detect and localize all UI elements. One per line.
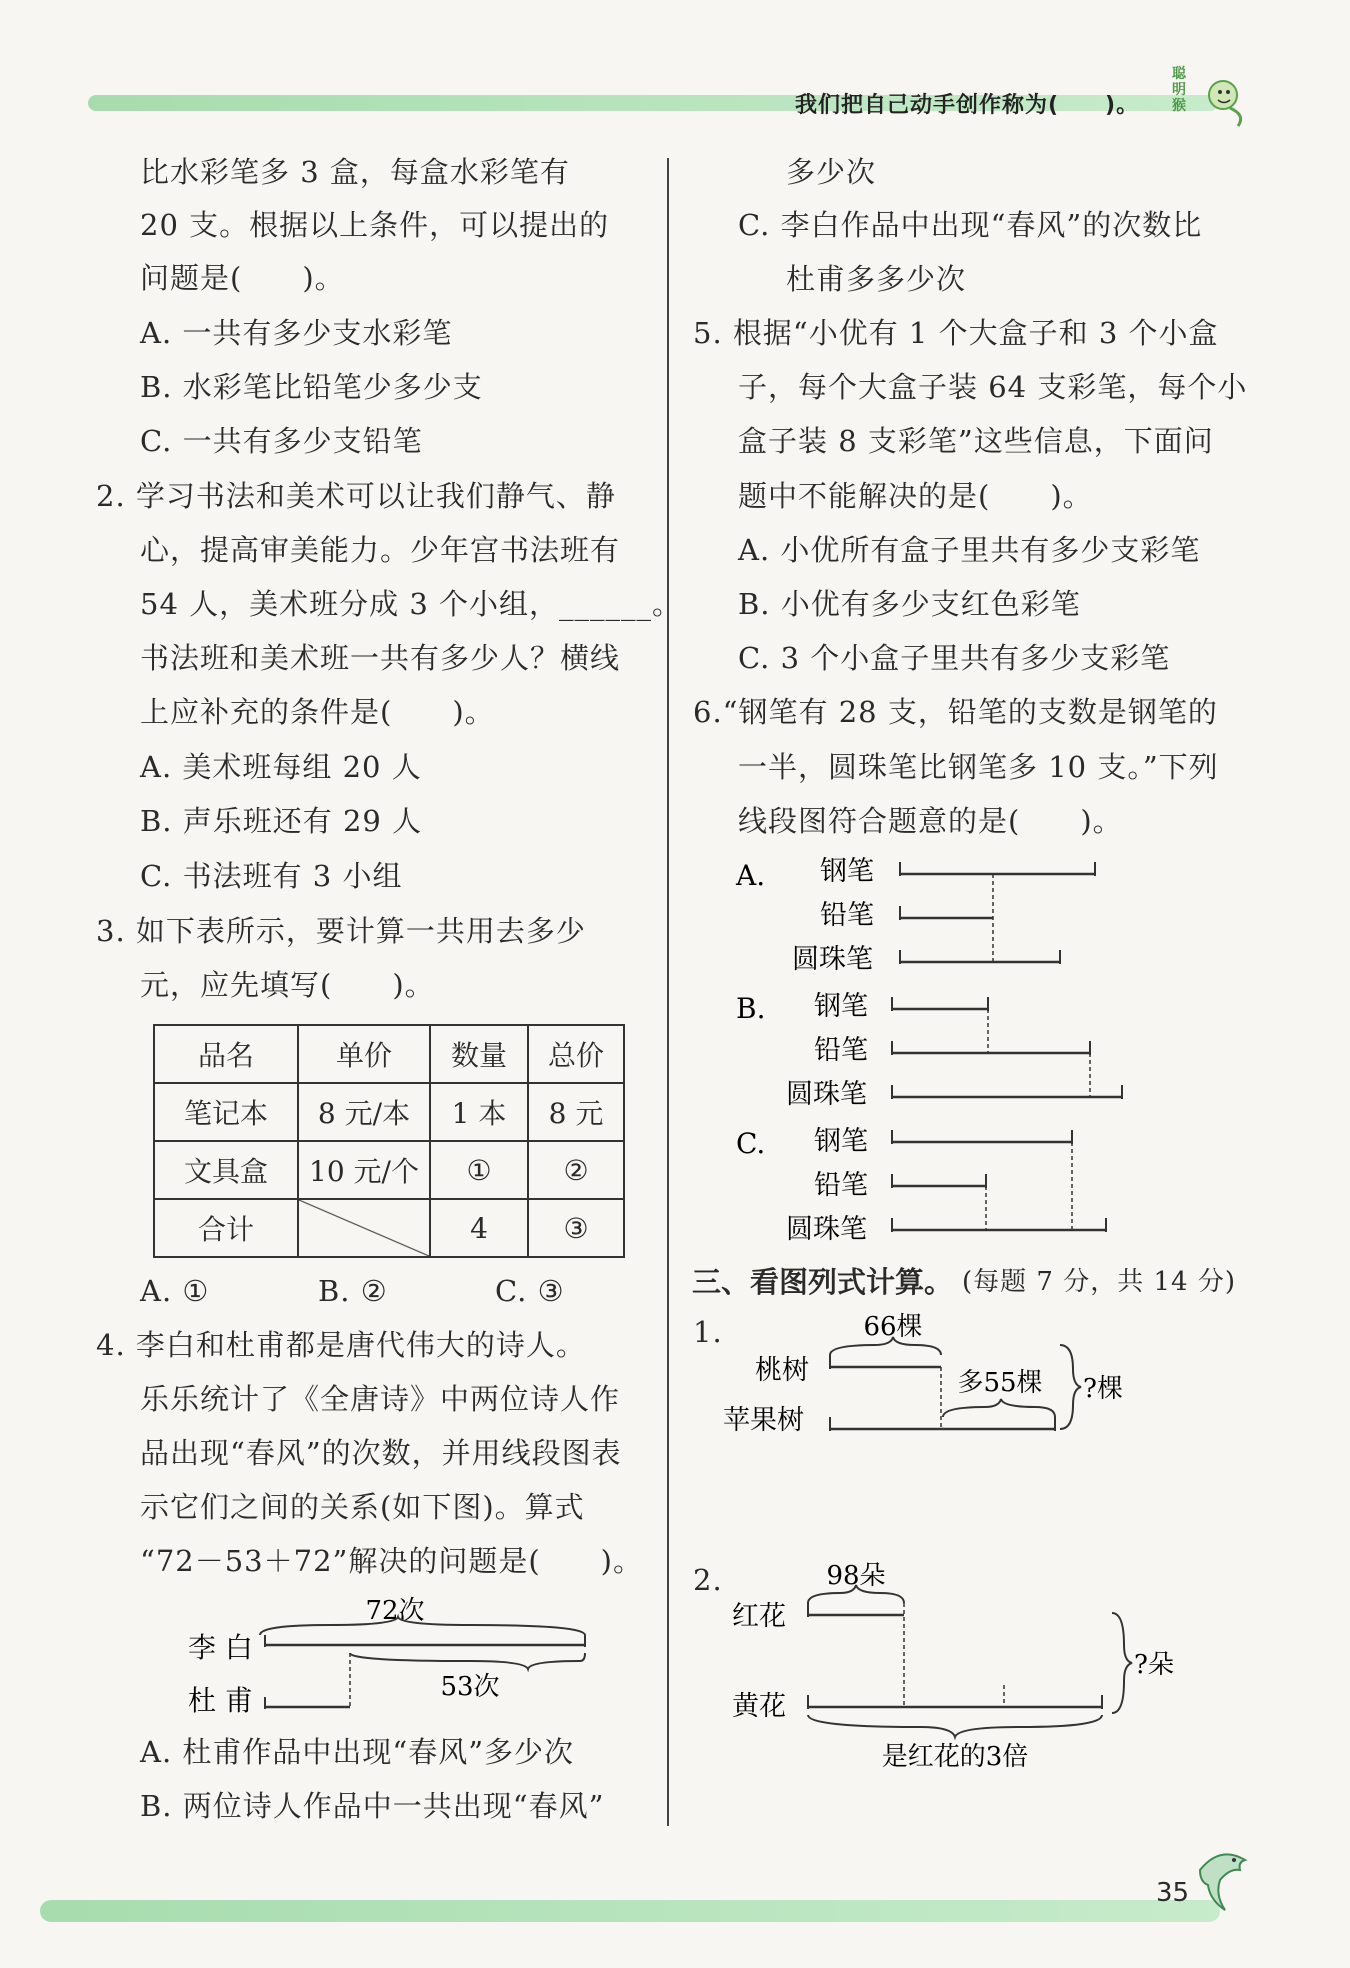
q5-line-1: 5. 根据“小优有 1 个大盒子和 3 个小盒 bbox=[693, 316, 1219, 350]
footer-bar bbox=[40, 1900, 1220, 1922]
page-number: 35 bbox=[1156, 1878, 1190, 1908]
row-label: 铅笔 bbox=[814, 1170, 868, 1201]
p2-row2-label: 黄花 bbox=[732, 1691, 786, 1722]
q4-continue-3: 杜甫多多少次 bbox=[786, 262, 967, 296]
q2-line-3: 54 人，美术班分成 3 个小组，______。 bbox=[140, 587, 683, 621]
table-cell: 文具盒 bbox=[154, 1141, 298, 1199]
column-divider bbox=[667, 158, 669, 1826]
q5-line-4: 题中不能解决的是( )。 bbox=[738, 479, 1093, 513]
q4-bottom-label: 53次 bbox=[440, 1672, 500, 1702]
row-label: 圆珠笔 bbox=[786, 1079, 867, 1110]
problem1-number: 1. bbox=[693, 1315, 723, 1349]
q2-option-c[interactable]: C. 书法班有 3 小组 bbox=[140, 859, 403, 893]
q4-line-2: 乐乐统计了《全唐诗》中两位诗人作 bbox=[140, 1382, 621, 1416]
q5-option-b[interactable]: B. 小优有多少支红色彩笔 bbox=[738, 587, 1081, 621]
q4-row2-label: 杜 甫 bbox=[188, 1684, 253, 1715]
p2-top-label: 98朵 bbox=[826, 1561, 886, 1591]
price-table bbox=[153, 1024, 625, 1258]
q6-line-2: 一半，圆珠笔比钢笔多 10 支。”下列 bbox=[738, 750, 1219, 784]
q5-option-c[interactable]: C. 3 个小盒子里共有多少支彩笔 bbox=[738, 641, 1171, 675]
q4-option-b[interactable]: B. 两位诗人作品中一共出现“春风” bbox=[140, 1789, 605, 1823]
q6-option-letter: B. bbox=[736, 992, 766, 1025]
table-cell: 4 bbox=[430, 1199, 528, 1257]
table-header: 单价 bbox=[298, 1025, 430, 1083]
q1-line-2: 20 支。根据以上条件，可以提出的 bbox=[140, 208, 610, 242]
table-cell: 笔记本 bbox=[154, 1083, 298, 1141]
table-header: 数量 bbox=[430, 1025, 528, 1083]
q1-option-b[interactable]: B. 水彩笔比铅笔少多少支 bbox=[140, 370, 483, 404]
problem1-diagram bbox=[715, 1305, 1135, 1445]
table-row bbox=[154, 1199, 624, 1257]
q4-option-a[interactable]: A. 杜甫作品中出现“春风”多少次 bbox=[140, 1735, 575, 1769]
table-row bbox=[154, 1083, 624, 1141]
q4-line-4: 示它们之间的关系(如下图)。算式 bbox=[140, 1490, 585, 1524]
q6-option-c-diagram[interactable] bbox=[730, 1120, 1130, 1250]
q4-row1-label: 李 白 bbox=[188, 1631, 253, 1664]
table-cell: 1 本 bbox=[430, 1083, 528, 1141]
q4-top-label: 72次 bbox=[365, 1596, 425, 1626]
q4-line-5: “72－53＋72”解决的问题是( )。 bbox=[140, 1544, 643, 1578]
table-cell-diagonal bbox=[298, 1199, 430, 1257]
section3-score: (每题 7 分，共 14 分) bbox=[962, 1267, 1236, 1297]
dolphin-icon bbox=[1190, 1840, 1260, 1920]
q1-line-3: 问题是( )。 bbox=[140, 261, 345, 295]
q2-line-1: 2. 学习书法和美术可以让我们静气、静 bbox=[96, 479, 616, 513]
q6-option-letter: A. bbox=[736, 859, 766, 892]
p2-question: ?朵 bbox=[1134, 1650, 1174, 1680]
p1-row2-label: 苹果树 bbox=[723, 1405, 804, 1436]
table-cell: ② bbox=[528, 1141, 624, 1199]
row-label: 铅笔 bbox=[814, 1035, 868, 1066]
q5-option-a[interactable]: A. 小优所有盒子里共有多少支彩笔 bbox=[738, 533, 1201, 567]
section3-title: 三、看图列式计算。 bbox=[692, 1265, 954, 1299]
q2-option-b[interactable]: B. 声乐班还有 29 人 bbox=[140, 804, 423, 838]
problem2-diagram bbox=[720, 1555, 1190, 1785]
mascot-label: 聪明猴 bbox=[1172, 66, 1186, 114]
q4-line-segment-diagram bbox=[180, 1595, 610, 1715]
problem2-number: 2. bbox=[693, 1563, 723, 1597]
q3-line-1: 3. 如下表所示，要计算一共用去多少 bbox=[96, 914, 586, 948]
q5-line-2: 子，每个大盒子装 64 支彩笔，每个小 bbox=[738, 370, 1248, 404]
table-cell: 合计 bbox=[154, 1199, 298, 1257]
q6-option-b-diagram[interactable] bbox=[730, 985, 1130, 1115]
table-cell: ① bbox=[430, 1141, 528, 1199]
table-cell: ③ bbox=[528, 1199, 624, 1257]
p1-row1-label: 桃树 bbox=[755, 1355, 809, 1386]
q4-continue-1: 多少次 bbox=[786, 155, 877, 189]
q2-option-a[interactable]: A. 美术班每组 20 人 bbox=[140, 750, 422, 784]
row-label: 铅笔 bbox=[820, 900, 874, 931]
q4-line-1: 4. 李白和杜甫都是唐代伟大的诗人。 bbox=[96, 1328, 586, 1362]
q1-option-c[interactable]: C. 一共有多少支铅笔 bbox=[140, 424, 423, 458]
q2-line-4: 书法班和美术班一共有多少人？横线 bbox=[140, 641, 621, 675]
table-cell: 8 元 bbox=[528, 1083, 624, 1141]
q3-option-a[interactable]: A. ① bbox=[140, 1274, 210, 1308]
table-header: 总价 bbox=[528, 1025, 624, 1083]
table-header: 品名 bbox=[154, 1025, 298, 1083]
q1-line-1: 比水彩笔多 3 盒，每盒水彩笔有 bbox=[140, 155, 570, 189]
q3-option-b[interactable]: B. ② bbox=[318, 1274, 388, 1308]
table-cell: 10 元/个 bbox=[298, 1141, 430, 1199]
table-header-row bbox=[154, 1025, 624, 1083]
row-label: 钢笔 bbox=[814, 1126, 868, 1157]
header-note: 我们把自己动手创作称为( )。 bbox=[795, 93, 1140, 118]
q1-option-a[interactable]: A. 一共有多少支水彩笔 bbox=[140, 316, 453, 350]
p2-row1-label: 红花 bbox=[732, 1601, 786, 1632]
q4-option-c[interactable]: C. 李白作品中出现“春风”的次数比 bbox=[738, 208, 1203, 242]
q6-line-3: 线段图符合题意的是( )。 bbox=[738, 804, 1123, 838]
row-label: 圆珠笔 bbox=[792, 944, 873, 975]
q6-option-letter: C. bbox=[736, 1127, 766, 1160]
p1-more-label: 多55棵 bbox=[957, 1368, 1043, 1398]
row-label: 钢笔 bbox=[814, 991, 868, 1022]
p1-top-label: 66棵 bbox=[863, 1312, 923, 1342]
table-cell: 8 元/本 bbox=[298, 1083, 430, 1141]
q2-line-5: 上应补充的条件是( )。 bbox=[140, 695, 495, 729]
q3-option-c[interactable]: C. ③ bbox=[495, 1274, 565, 1308]
table-row bbox=[154, 1141, 624, 1199]
q2-line-2: 心，提高审美能力。少年宫书法班有 bbox=[140, 533, 621, 567]
q5-line-3: 盒子装 8 支彩笔”这些信息，下面问 bbox=[738, 424, 1214, 458]
row-label: 圆珠笔 bbox=[786, 1214, 867, 1245]
q6-line-1: 6.“钢笔有 28 支，铅笔的支数是钢笔的 bbox=[693, 695, 1218, 729]
q3-line-2: 元，应先填写( )。 bbox=[140, 968, 435, 1002]
q6-option-a-diagram[interactable] bbox=[730, 850, 1130, 980]
q4-line-3: 品出现“春风”的次数，并用线段图表 bbox=[140, 1436, 622, 1470]
row-label: 钢笔 bbox=[820, 856, 874, 887]
p1-question: ?棵 bbox=[1083, 1374, 1123, 1404]
p2-bottom-label: 是红花的3倍 bbox=[881, 1742, 1029, 1772]
